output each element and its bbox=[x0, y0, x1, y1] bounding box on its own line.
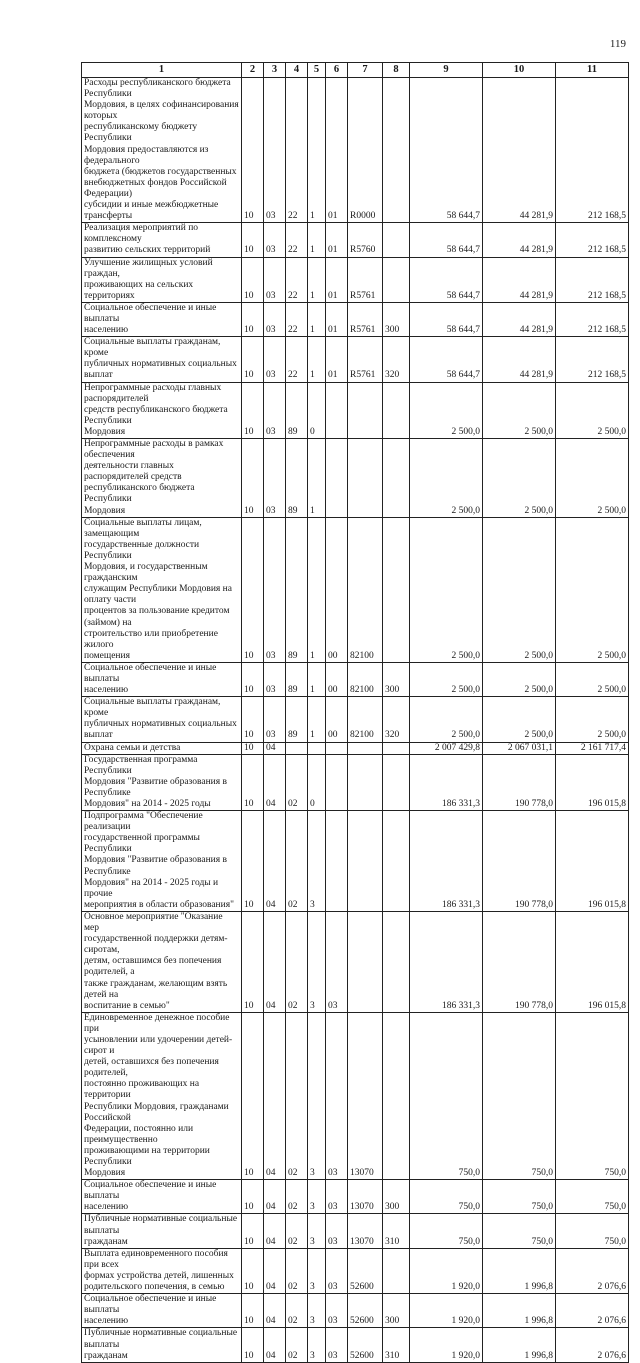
column-header: 8 bbox=[383, 63, 410, 78]
table-row bbox=[82, 697, 629, 742]
column-header: 10 bbox=[483, 63, 556, 78]
amount-col10: 2 500,0 bbox=[483, 382, 556, 438]
subprogram-code: 3 bbox=[308, 911, 326, 1012]
program-code: 02 bbox=[286, 1180, 308, 1214]
subsection-code: 03 bbox=[264, 439, 286, 518]
item-name: Непрограммные расходы главных распорядителей средств республиканского бюджета Республики Мордовия bbox=[82, 382, 242, 438]
section-code: 10 bbox=[242, 1180, 264, 1214]
subsection-code: 04 bbox=[264, 911, 286, 1012]
table-body bbox=[82, 78, 629, 1363]
amount-col9: 58 644,7 bbox=[410, 78, 483, 223]
amount-col9: 1 920,0 bbox=[410, 1294, 483, 1328]
subprogram-code: 1 bbox=[308, 697, 326, 742]
section-code: 10 bbox=[242, 1294, 264, 1328]
amount-col9: 186 331,3 bbox=[410, 911, 483, 1012]
program-code: 22 bbox=[286, 223, 308, 257]
subprogram-code: 3 bbox=[308, 1294, 326, 1328]
amount-col10: 750,0 bbox=[483, 1214, 556, 1248]
column-header: 5 bbox=[308, 63, 326, 78]
amount-col9: 2 500,0 bbox=[410, 439, 483, 518]
amount-col9: 1 920,0 bbox=[410, 1248, 483, 1293]
section-code: 10 bbox=[242, 337, 264, 382]
section-code: 10 bbox=[242, 1248, 264, 1293]
budget-table bbox=[81, 62, 629, 1363]
section-code: 10 bbox=[242, 257, 264, 302]
item-name: Единовременное денежное пособие при усыновлении или удочерении детей-сирот и детей, оставшихся без попечения родителей, постоянно проживающих на территории Республики Мордовия, гражданами Российской Федерации, постоянно или преимущественно проживающими на территории Республики Мордовия bbox=[82, 1012, 242, 1179]
activity-code bbox=[326, 742, 348, 754]
activity-code: 01 bbox=[326, 257, 348, 302]
direction-code: R5760 bbox=[348, 223, 383, 257]
amount-col9: 2 500,0 bbox=[410, 697, 483, 742]
activity-code: 03 bbox=[326, 911, 348, 1012]
subsection-code: 03 bbox=[264, 302, 286, 336]
amount-col11: 2 161 717,4 bbox=[556, 742, 629, 754]
subsection-code: 04 bbox=[264, 1248, 286, 1293]
table-row bbox=[82, 911, 629, 1012]
subsection-code: 03 bbox=[264, 257, 286, 302]
table-row bbox=[82, 811, 629, 912]
item-name: Реализация мероприятий по комплексному развитию сельских территорий bbox=[82, 223, 242, 257]
amount-col10: 190 778,0 bbox=[483, 811, 556, 912]
item-name: Социальные выплаты лицам, замещающим государственные должности Республики Мордовия, и государственным гражданским служащим Республики Мордовия на оплату части процентов за пользование кредитом (займом) на строительство или приобретение жилого помещения bbox=[82, 517, 242, 662]
amount-col11: 2 076,6 bbox=[556, 1294, 629, 1328]
subprogram-code: 0 bbox=[308, 754, 326, 810]
column-header: 4 bbox=[286, 63, 308, 78]
activity-code: 01 bbox=[326, 78, 348, 223]
expense-type-code bbox=[383, 1012, 410, 1179]
section-code: 10 bbox=[242, 697, 264, 742]
amount-col10: 1 996,8 bbox=[483, 1248, 556, 1293]
direction-code bbox=[348, 742, 383, 754]
expense-type-code bbox=[383, 911, 410, 1012]
page-number: 119 bbox=[609, 38, 626, 50]
expense-type-code bbox=[383, 382, 410, 438]
amount-col9: 58 644,7 bbox=[410, 257, 483, 302]
program-code bbox=[286, 742, 308, 754]
subsection-code: 04 bbox=[264, 811, 286, 912]
amount-col9: 186 331,3 bbox=[410, 811, 483, 912]
activity-code: 03 bbox=[326, 1012, 348, 1179]
subsection-code: 03 bbox=[264, 697, 286, 742]
subsection-code: 04 bbox=[264, 754, 286, 810]
program-code: 02 bbox=[286, 911, 308, 1012]
direction-code: R5761 bbox=[348, 257, 383, 302]
direction-code: 13070 bbox=[348, 1012, 383, 1179]
column-header: 6 bbox=[326, 63, 348, 78]
section-code: 10 bbox=[242, 382, 264, 438]
subsection-code: 04 bbox=[264, 742, 286, 754]
expense-type-code bbox=[383, 742, 410, 754]
direction-code: 82100 bbox=[348, 697, 383, 742]
program-code: 02 bbox=[286, 1012, 308, 1179]
table-row bbox=[82, 439, 629, 518]
activity-code: 01 bbox=[326, 337, 348, 382]
table-row bbox=[82, 517, 629, 662]
program-code: 89 bbox=[286, 517, 308, 662]
amount-col11: 212 168,5 bbox=[556, 257, 629, 302]
program-code: 89 bbox=[286, 662, 308, 696]
amount-col11: 750,0 bbox=[556, 1214, 629, 1248]
section-code: 10 bbox=[242, 302, 264, 336]
subprogram-code: 1 bbox=[308, 302, 326, 336]
subsection-code: 04 bbox=[264, 1012, 286, 1179]
program-code: 22 bbox=[286, 302, 308, 336]
item-name: Социальные выплаты гражданам, кроме публичных нормативных социальных выплат bbox=[82, 697, 242, 742]
item-name: Государственная программа Республики Мордовия "Развитие образования в Республике Мордовия" на 2014 - 2025 годы bbox=[82, 754, 242, 810]
amount-col9: 186 331,3 bbox=[410, 754, 483, 810]
subprogram-code bbox=[308, 742, 326, 754]
amount-col10: 1 996,8 bbox=[483, 1328, 556, 1362]
amount-col10: 44 281,9 bbox=[483, 78, 556, 223]
activity-code bbox=[326, 382, 348, 438]
expense-type-code bbox=[383, 439, 410, 518]
item-name: Расходы республиканского бюджета Республики Мордовия, в целях софинансирования которых республиканскому бюджету Республики Мордовия предоставляются из федерального бюджета (бюджетов государственных внебюджетных фондов Российской Федерации) субсидии и иные межбюджетные трансферты bbox=[82, 78, 242, 223]
table-row bbox=[82, 223, 629, 257]
column-header: 7 bbox=[348, 63, 383, 78]
subprogram-code: 3 bbox=[308, 1328, 326, 1362]
table-row bbox=[82, 1248, 629, 1293]
amount-col11: 2 076,6 bbox=[556, 1248, 629, 1293]
amount-col9: 1 920,0 bbox=[410, 1328, 483, 1362]
table-row bbox=[82, 1180, 629, 1214]
expense-type-code bbox=[383, 517, 410, 662]
amount-col10: 750,0 bbox=[483, 1012, 556, 1179]
section-code: 10 bbox=[242, 754, 264, 810]
subsection-code: 03 bbox=[264, 382, 286, 438]
item-name: Социальные выплаты гражданам, кроме публичных нормативных социальных выплат bbox=[82, 337, 242, 382]
table-header-row bbox=[82, 63, 629, 78]
activity-code: 03 bbox=[326, 1294, 348, 1328]
item-name: Социальное обеспечение и иные выплаты населению bbox=[82, 302, 242, 336]
activity-code: 03 bbox=[326, 1328, 348, 1362]
direction-code bbox=[348, 811, 383, 912]
section-code: 10 bbox=[242, 911, 264, 1012]
expense-type-code bbox=[383, 257, 410, 302]
subprogram-code: 1 bbox=[308, 662, 326, 696]
subprogram-code: 1 bbox=[308, 517, 326, 662]
section-code: 10 bbox=[242, 1012, 264, 1179]
activity-code bbox=[326, 439, 348, 518]
program-code: 89 bbox=[286, 439, 308, 518]
expense-type-code: 310 bbox=[383, 1328, 410, 1362]
subsection-code: 03 bbox=[264, 78, 286, 223]
table-row bbox=[82, 1214, 629, 1248]
section-code: 10 bbox=[242, 811, 264, 912]
column-header: 9 bbox=[410, 63, 483, 78]
activity-code: 01 bbox=[326, 302, 348, 336]
expense-type-code bbox=[383, 78, 410, 223]
direction-code: 52600 bbox=[348, 1294, 383, 1328]
amount-col10: 44 281,9 bbox=[483, 257, 556, 302]
amount-col9: 750,0 bbox=[410, 1012, 483, 1179]
direction-code: 82100 bbox=[348, 662, 383, 696]
amount-col11: 212 168,5 bbox=[556, 223, 629, 257]
direction-code: 13070 bbox=[348, 1180, 383, 1214]
column-header: 11 bbox=[556, 63, 629, 78]
item-name: Выплата единовременного пособия при всех формах устройства детей, лишенных родительского попечения, в семью bbox=[82, 1248, 242, 1293]
table-row bbox=[82, 1294, 629, 1328]
table-row bbox=[82, 78, 629, 223]
subsection-code: 03 bbox=[264, 337, 286, 382]
expense-type-code bbox=[383, 1248, 410, 1293]
program-code: 02 bbox=[286, 1294, 308, 1328]
amount-col9: 2 500,0 bbox=[410, 517, 483, 662]
activity-code: 00 bbox=[326, 662, 348, 696]
amount-col10: 190 778,0 bbox=[483, 911, 556, 1012]
column-header: 2 bbox=[242, 63, 264, 78]
expense-type-code: 300 bbox=[383, 302, 410, 336]
activity-code: 03 bbox=[326, 1248, 348, 1293]
amount-col10: 44 281,9 bbox=[483, 337, 556, 382]
activity-code bbox=[326, 754, 348, 810]
amount-col9: 58 644,7 bbox=[410, 223, 483, 257]
amount-col10: 2 500,0 bbox=[483, 662, 556, 696]
activity-code: 01 bbox=[326, 223, 348, 257]
expense-type-code bbox=[383, 811, 410, 912]
amount-col11: 2 500,0 bbox=[556, 662, 629, 696]
subprogram-code: 3 bbox=[308, 1180, 326, 1214]
program-code: 02 bbox=[286, 1214, 308, 1248]
section-code: 10 bbox=[242, 439, 264, 518]
item-name: Публичные нормативные социальные выплаты гражданам bbox=[82, 1328, 242, 1362]
amount-col9: 58 644,7 bbox=[410, 337, 483, 382]
item-name: Подпрограмма "Обеспечение реализации государственной программы Республики Мордовия "Развитие образования в Республике Мордовия" на 2014 - 2025 годы и прочие мероприятия в области образования" bbox=[82, 811, 242, 912]
amount-col10: 750,0 bbox=[483, 1180, 556, 1214]
table-row bbox=[82, 742, 629, 754]
direction-code bbox=[348, 911, 383, 1012]
direction-code: 82100 bbox=[348, 517, 383, 662]
amount-col9: 58 644,7 bbox=[410, 302, 483, 336]
activity-code: 03 bbox=[326, 1180, 348, 1214]
amount-col10: 2 500,0 bbox=[483, 697, 556, 742]
amount-col11: 196 015,8 bbox=[556, 754, 629, 810]
table-row bbox=[82, 662, 629, 696]
direction-code: 52600 bbox=[348, 1248, 383, 1293]
amount-col11: 2 500,0 bbox=[556, 697, 629, 742]
program-code: 02 bbox=[286, 1248, 308, 1293]
item-name: Основное мероприятие "Оказание мер государственной поддержки детям-сиротам, детям, оставшимся без попечения родителей, а также гражданам, желающим взять детей на воспитание в семью" bbox=[82, 911, 242, 1012]
table-row bbox=[82, 337, 629, 382]
table-row bbox=[82, 1012, 629, 1179]
subsection-code: 04 bbox=[264, 1214, 286, 1248]
subprogram-code: 1 bbox=[308, 439, 326, 518]
expense-type-code: 320 bbox=[383, 697, 410, 742]
table-row bbox=[82, 302, 629, 336]
program-code: 22 bbox=[286, 337, 308, 382]
amount-col11: 2 500,0 bbox=[556, 382, 629, 438]
amount-col10: 2 500,0 bbox=[483, 517, 556, 662]
item-name: Улучшение жилищных условий граждан, проживающих на сельских территориях bbox=[82, 257, 242, 302]
expense-type-code: 300 bbox=[383, 662, 410, 696]
subprogram-code: 1 bbox=[308, 337, 326, 382]
amount-col11: 212 168,5 bbox=[556, 78, 629, 223]
direction-code bbox=[348, 754, 383, 810]
program-code: 89 bbox=[286, 382, 308, 438]
direction-code: R5761 bbox=[348, 337, 383, 382]
column-header: 3 bbox=[264, 63, 286, 78]
amount-col10: 190 778,0 bbox=[483, 754, 556, 810]
program-code: 89 bbox=[286, 697, 308, 742]
activity-code: 00 bbox=[326, 517, 348, 662]
amount-col9: 750,0 bbox=[410, 1180, 483, 1214]
expense-type-code bbox=[383, 754, 410, 810]
table-row bbox=[82, 382, 629, 438]
subsection-code: 03 bbox=[264, 223, 286, 257]
amount-col11: 2 500,0 bbox=[556, 439, 629, 518]
direction-code bbox=[348, 382, 383, 438]
amount-col11: 2 500,0 bbox=[556, 517, 629, 662]
activity-code bbox=[326, 811, 348, 912]
expense-type-code: 310 bbox=[383, 1214, 410, 1248]
amount-col10: 1 996,8 bbox=[483, 1294, 556, 1328]
section-code: 10 bbox=[242, 662, 264, 696]
subprogram-code: 1 bbox=[308, 223, 326, 257]
amount-col11: 196 015,8 bbox=[556, 811, 629, 912]
subprogram-code: 3 bbox=[308, 1012, 326, 1179]
subprogram-code: 0 bbox=[308, 382, 326, 438]
amount-col10: 2 500,0 bbox=[483, 439, 556, 518]
amount-col10: 44 281,9 bbox=[483, 223, 556, 257]
program-code: 22 bbox=[286, 78, 308, 223]
section-code: 10 bbox=[242, 517, 264, 662]
amount-col9: 2 500,0 bbox=[410, 382, 483, 438]
item-name: Социальное обеспечение и иные выплаты населению bbox=[82, 662, 242, 696]
section-code: 10 bbox=[242, 223, 264, 257]
amount-col11: 212 168,5 bbox=[556, 337, 629, 382]
expense-type-code: 300 bbox=[383, 1294, 410, 1328]
item-name: Социальное обеспечение и иные выплаты населению bbox=[82, 1180, 242, 1214]
program-code: 02 bbox=[286, 754, 308, 810]
column-header: 1 bbox=[82, 63, 242, 78]
direction-code: R5761 bbox=[348, 302, 383, 336]
amount-col9: 2 007 429,8 bbox=[410, 742, 483, 754]
amount-col9: 2 500,0 bbox=[410, 662, 483, 696]
amount-col10: 44 281,9 bbox=[483, 302, 556, 336]
table-row bbox=[82, 257, 629, 302]
activity-code: 00 bbox=[326, 697, 348, 742]
expense-type-code: 300 bbox=[383, 1180, 410, 1214]
amount-col11: 750,0 bbox=[556, 1012, 629, 1179]
expense-type-code: 320 bbox=[383, 337, 410, 382]
subprogram-code: 1 bbox=[308, 257, 326, 302]
subprogram-code: 3 bbox=[308, 1248, 326, 1293]
subsection-code: 04 bbox=[264, 1180, 286, 1214]
amount-col11: 2 076,6 bbox=[556, 1328, 629, 1362]
expense-type-code bbox=[383, 223, 410, 257]
program-code: 02 bbox=[286, 811, 308, 912]
amount-col11: 196 015,8 bbox=[556, 911, 629, 1012]
subsection-code: 04 bbox=[264, 1294, 286, 1328]
subsection-code: 04 bbox=[264, 1328, 286, 1362]
amount-col11: 750,0 bbox=[556, 1180, 629, 1214]
item-name: Социальное обеспечение и иные выплаты населению bbox=[82, 1294, 242, 1328]
program-code: 22 bbox=[286, 257, 308, 302]
direction-code: 52600 bbox=[348, 1328, 383, 1362]
direction-code: 13070 bbox=[348, 1214, 383, 1248]
table-row bbox=[82, 1328, 629, 1362]
subsection-code: 03 bbox=[264, 517, 286, 662]
subprogram-code: 3 bbox=[308, 1214, 326, 1248]
amount-col9: 750,0 bbox=[410, 1214, 483, 1248]
program-code: 02 bbox=[286, 1328, 308, 1362]
direction-code bbox=[348, 439, 383, 518]
subprogram-code: 1 bbox=[308, 78, 326, 223]
amount-col11: 212 168,5 bbox=[556, 302, 629, 336]
subsection-code: 03 bbox=[264, 662, 286, 696]
item-name: Непрограммные расходы в рамках обеспечения деятельности главных распорядителей средств республиканского бюджета Республики Мордовия bbox=[82, 439, 242, 518]
section-code: 10 bbox=[242, 78, 264, 223]
subprogram-code: 3 bbox=[308, 811, 326, 912]
item-name: Публичные нормативные социальные выплаты гражданам bbox=[82, 1214, 242, 1248]
activity-code: 03 bbox=[326, 1214, 348, 1248]
item-name: Охрана семьи и детства bbox=[82, 742, 242, 754]
direction-code: R0000 bbox=[348, 78, 383, 223]
amount-col10: 2 067 031,1 bbox=[483, 742, 556, 754]
section-code: 10 bbox=[242, 1328, 264, 1362]
table-row bbox=[82, 754, 629, 810]
section-code: 10 bbox=[242, 1214, 264, 1248]
section-code: 10 bbox=[242, 742, 264, 754]
